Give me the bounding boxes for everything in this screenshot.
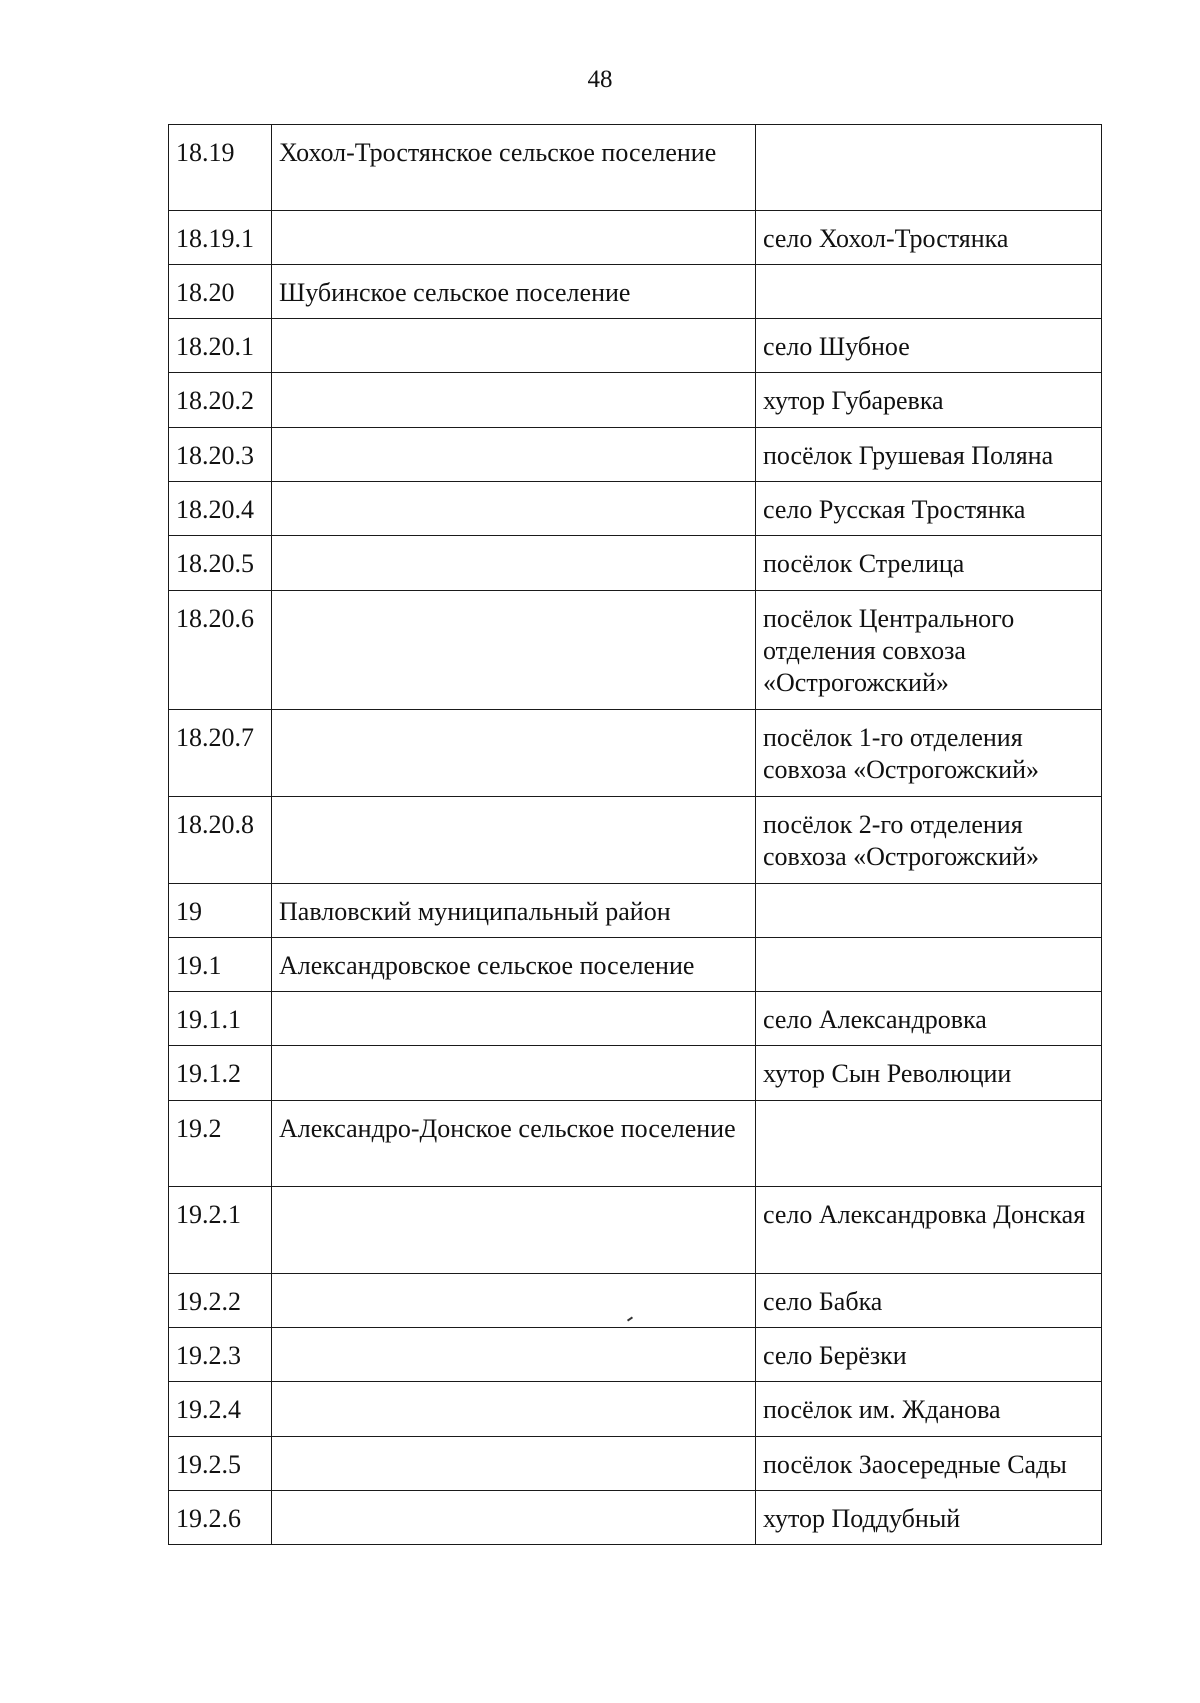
row-number-cell: 19.2.2 <box>169 1274 272 1328</box>
settlement-name-cell: село Александровка <box>756 992 1102 1046</box>
row-number-cell: 19.2.5 <box>169 1437 272 1491</box>
municipality-name-cell <box>272 373 756 428</box>
municipality-name-cell: Павловский муниципальный район <box>272 884 756 938</box>
settlement-name-cell: посёлок Заосередные Сады <box>756 1437 1102 1491</box>
settlement-name-cell: село Хохол-Тростянка <box>756 211 1102 265</box>
table-row <box>169 1328 1102 1382</box>
row-number-cell: 18.20.4 <box>169 482 272 536</box>
municipality-name-cell <box>272 536 756 591</box>
row-number-cell: 18.19.1 <box>169 211 272 265</box>
settlement-name-cell <box>756 1101 1102 1187</box>
table-body <box>169 125 1102 1545</box>
municipality-name-cell <box>272 992 756 1046</box>
settlement-name-cell: хутор Поддубный <box>756 1491 1102 1545</box>
municipality-name-cell <box>272 710 756 797</box>
table-row <box>169 536 1102 591</box>
municipality-name-cell: Александро-Донское сельское поселение <box>272 1101 756 1187</box>
table-row <box>169 938 1102 992</box>
municipality-name-cell <box>272 797 756 884</box>
settlement-name-cell <box>756 938 1102 992</box>
municipality-name-cell <box>272 1187 756 1274</box>
row-number-cell: 18.20.8 <box>169 797 272 884</box>
table-row <box>169 265 1102 319</box>
table-row <box>169 482 1102 536</box>
settlement-name-cell: посёлок 2-го отделения совхоза «Острогожский» <box>756 797 1102 884</box>
row-number-cell: 18.20.5 <box>169 536 272 591</box>
table-row <box>169 1491 1102 1545</box>
municipality-name-cell <box>272 591 756 710</box>
row-number-cell: 19.1 <box>169 938 272 992</box>
settlement-name-cell <box>756 125 1102 211</box>
table-row <box>169 591 1102 710</box>
settlement-name-cell: село Берёзки <box>756 1328 1102 1382</box>
table-row <box>169 884 1102 938</box>
row-number-cell: 18.20.1 <box>169 319 272 373</box>
municipality-name-cell <box>272 1491 756 1545</box>
settlements-table <box>168 124 1102 1545</box>
table-row <box>169 710 1102 797</box>
municipality-name-cell <box>272 482 756 536</box>
municipality-name-cell: Хохол-Тростянское сельское поселение <box>272 125 756 211</box>
page-number: 48 <box>587 66 613 93</box>
table-row <box>169 1046 1102 1101</box>
row-number-cell: 19.1.2 <box>169 1046 272 1101</box>
table-row <box>169 428 1102 482</box>
municipality-name-cell <box>272 211 756 265</box>
row-number-cell: 18.20.3 <box>169 428 272 482</box>
settlement-name-cell: село Шубное <box>756 319 1102 373</box>
row-number-cell: 19 <box>169 884 272 938</box>
settlement-name-cell: хутор Сын Революции <box>756 1046 1102 1101</box>
settlement-name-cell <box>756 265 1102 319</box>
table-row <box>169 1437 1102 1491</box>
row-number-cell: 18.20.2 <box>169 373 272 428</box>
settlement-name-cell: село Александровка Донская <box>756 1187 1102 1274</box>
table-row <box>169 125 1102 211</box>
row-number-cell: 19.2.4 <box>169 1382 272 1437</box>
settlement-name-cell: посёлок Центрального отделения совхоза «Острогожский» <box>756 591 1102 710</box>
row-number-cell: 19.1.1 <box>169 992 272 1046</box>
settlement-name-cell: село Русская Тростянка <box>756 482 1102 536</box>
table-row <box>169 373 1102 428</box>
row-number-cell: 18.20.7 <box>169 710 272 797</box>
settlement-name-cell: село Бабка <box>756 1274 1102 1328</box>
table-row <box>169 992 1102 1046</box>
row-number-cell: 18.20 <box>169 265 272 319</box>
municipality-name-cell: Шубинское сельское поселение <box>272 265 756 319</box>
municipality-name-cell <box>272 1382 756 1437</box>
table-row <box>169 797 1102 884</box>
settlement-name-cell: посёлок им. Жданова <box>756 1382 1102 1437</box>
table-row <box>169 319 1102 373</box>
municipality-name-cell: Александровское сельское поселение <box>272 938 756 992</box>
row-number-cell: 18.20.6 <box>169 591 272 710</box>
table-row <box>169 1274 1102 1328</box>
row-number-cell: 18.19 <box>169 125 272 211</box>
municipality-name-cell <box>272 1274 756 1328</box>
settlement-name-cell: хутор Губаревка <box>756 373 1102 428</box>
municipality-name-cell <box>272 1328 756 1382</box>
municipality-name-cell <box>272 319 756 373</box>
row-number-cell: 19.2.3 <box>169 1328 272 1382</box>
settlement-name-cell <box>756 884 1102 938</box>
table-row <box>169 1382 1102 1437</box>
row-number-cell: 19.2 <box>169 1101 272 1187</box>
settlement-name-cell: посёлок Стрелица <box>756 536 1102 591</box>
municipality-name-cell <box>272 1046 756 1101</box>
row-number-cell: 19.2.1 <box>169 1187 272 1274</box>
table-row <box>169 1101 1102 1187</box>
table-row <box>169 1187 1102 1274</box>
table-row <box>169 211 1102 265</box>
municipality-name-cell <box>272 1437 756 1491</box>
municipality-name-cell <box>272 428 756 482</box>
settlement-name-cell: посёлок 1-го отделения совхоза «Острогожский» <box>756 710 1102 797</box>
settlement-name-cell: посёлок Грушевая Поляна <box>756 428 1102 482</box>
row-number-cell: 19.2.6 <box>169 1491 272 1545</box>
